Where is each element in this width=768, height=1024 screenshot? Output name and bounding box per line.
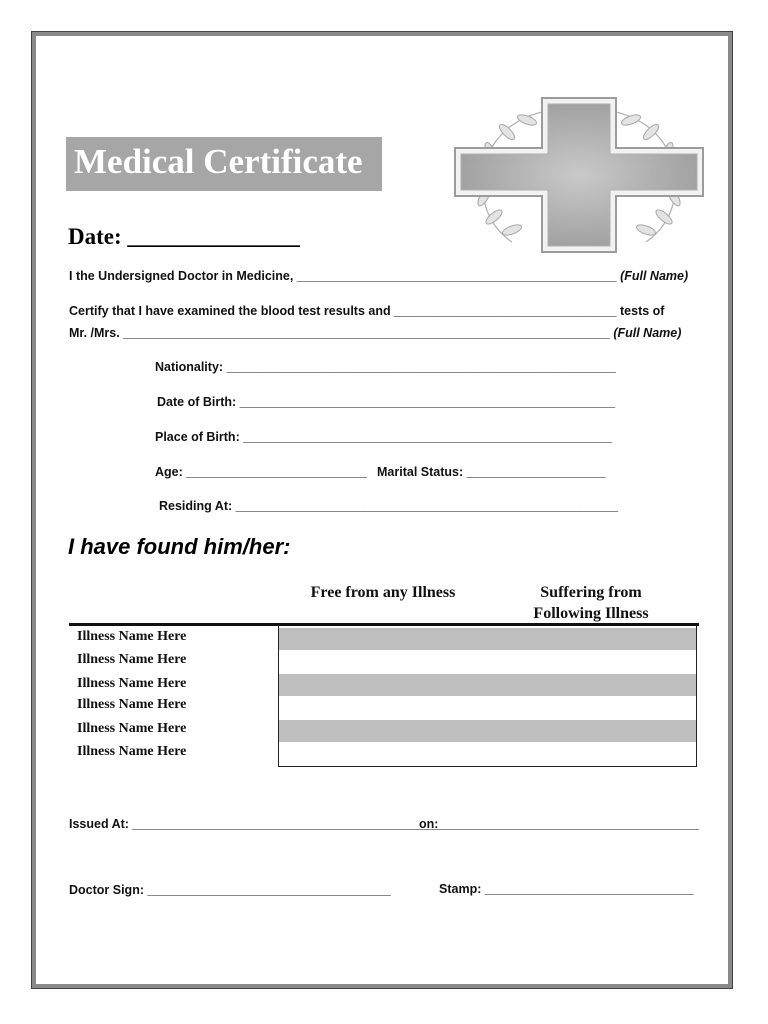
doctor-sign-field: Doctor Sign: ___________________________________ — [69, 883, 391, 897]
issued-on-field: on: _____________________________________ — [419, 817, 700, 831]
doctor-line — [69, 269, 688, 283]
date-field: Date: _______________ — [68, 224, 300, 249]
found-heading: I have found him/her: — [68, 534, 291, 559]
illness-row-label: Illness Name Here — [77, 652, 187, 667]
patient-line-text: Mr. /Mrs. ______________________________________________________________________ — [69, 326, 610, 340]
grid-row-shade — [279, 674, 696, 696]
certificate-title: Medical Certificate — [74, 142, 363, 181]
patient-line — [69, 326, 681, 340]
place-of-birth-field: Place of Birth: _____________________________________________________ — [155, 430, 612, 444]
grid-row-shade — [279, 628, 696, 650]
patient-fullname-hint: (Full Name) — [613, 326, 682, 340]
age-field: Age: __________________________ — [155, 465, 367, 479]
illness-row-label: Illness Name Here — [77, 676, 187, 691]
illness-row-label: Illness Name Here — [77, 744, 187, 759]
marital-status-field: Marital Status: ____________________ — [377, 465, 606, 479]
doctor-fullname-hint: (Full Name) — [620, 269, 689, 283]
stamp-field: Stamp: ______________________________ — [439, 882, 694, 896]
col-header-suffering — [505, 582, 677, 624]
medical-cross-emblem-icon — [452, 92, 706, 256]
certify-line: Certify that I have examined the blood test results and ________________________________ tests of — [69, 304, 665, 318]
residing-at-field: Residing At: _______________________________________________________ — [159, 499, 618, 513]
issued-at-field: Issued At: _____________________________________________ — [69, 817, 446, 831]
doctor-line-text: I the Undersigned Doctor in Medicine, ______________________________________________ — [69, 269, 617, 283]
col-header-suffering-line1: Suffering from — [540, 584, 642, 601]
date-of-birth-field: Date of Birth: ______________________________________________________ — [157, 395, 616, 409]
col-header-free: Free from any Illness — [310, 584, 456, 601]
grid-row-shade — [279, 720, 696, 742]
nationality-field: Nationality: ________________________________________________________ — [155, 360, 616, 374]
illness-row-label: Illness Name Here — [77, 629, 187, 644]
col-header-suffering-line2: Following Illness — [533, 605, 649, 622]
illness-row-label: Illness Name Here — [77, 721, 187, 736]
illness-row-label: Illness Name Here — [77, 697, 187, 712]
